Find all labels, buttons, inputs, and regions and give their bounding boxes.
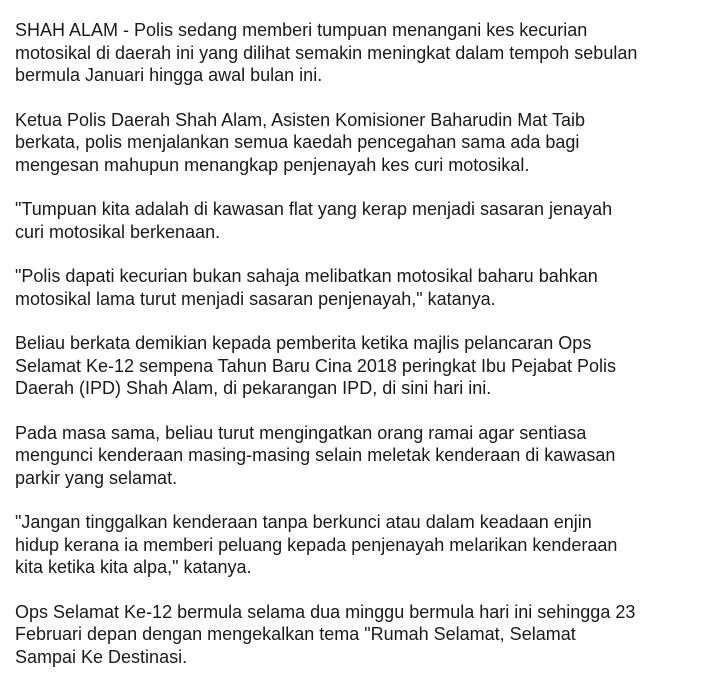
paragraph-police-chief: Ketua Polis Daerah Shah Alam, Asisten Komisioner Baharudin Mat Taib berkata, polis menjalankan semua kaedah pencegahan sama ada bagi mengesan mahupun menangkap penjenayah kes curi motosikal. [15, 109, 585, 175]
paragraph-reminder: Pada masa sama, beliau turut mengingatkan orang ramai agar sentiasa mengunci kenderaan masing-masing selain meletak kenderaan di kawasan parkir yang selamat. [15, 422, 616, 488]
paragraph-quote-theft: "Polis dapati kecurian bukan sahaja melibatkan motosikal baharu bahkan motosikal lama turut menjadi sasaran penjenayah," katanya. [15, 266, 598, 309]
paragraph-ops-duration: Ops Selamat Ke-12 bermula selama dua minggu bermula hari ini sehingga 23 Februari depan dengan mengekalkan tema "Rumah Selamat, Selamat Sampai Ke Destinasi. [15, 601, 636, 667]
paragraph-lead: SHAH ALAM - Polis sedang memberi tumpuan menangani kes kecurian motosikal di daerah ini yang dilihat semakin meningkat dalam tempoh sebulan bermula Januari hingga awal bulan ini. [15, 20, 638, 85]
paragraph-quote-warning: "Jangan tinggalkan kenderaan tanpa berkunci atau dalam keadaan enjin hidup kerana ia memberi peluang kepada penjenayah melarikan kenderaan kita ketika kita alpa," katanya. [15, 512, 618, 577]
paragraph-quote-focus: "Tumpuan kita adalah di kawasan flat yang kerap menjadi sasaran jenayah curi motosikal berkenaan. [15, 199, 613, 242]
paragraph-ops-launch: Beliau berkata demikian kepada pemberita ketika majlis pelancaran Ops Selamat Ke-12 sempena Tahun Baru Cina 2018 peringkat Ibu Pejabat Polis Daerah (IPD) Shah Alam, di pekarangan IPD, di sini hari ini. [15, 333, 617, 398]
